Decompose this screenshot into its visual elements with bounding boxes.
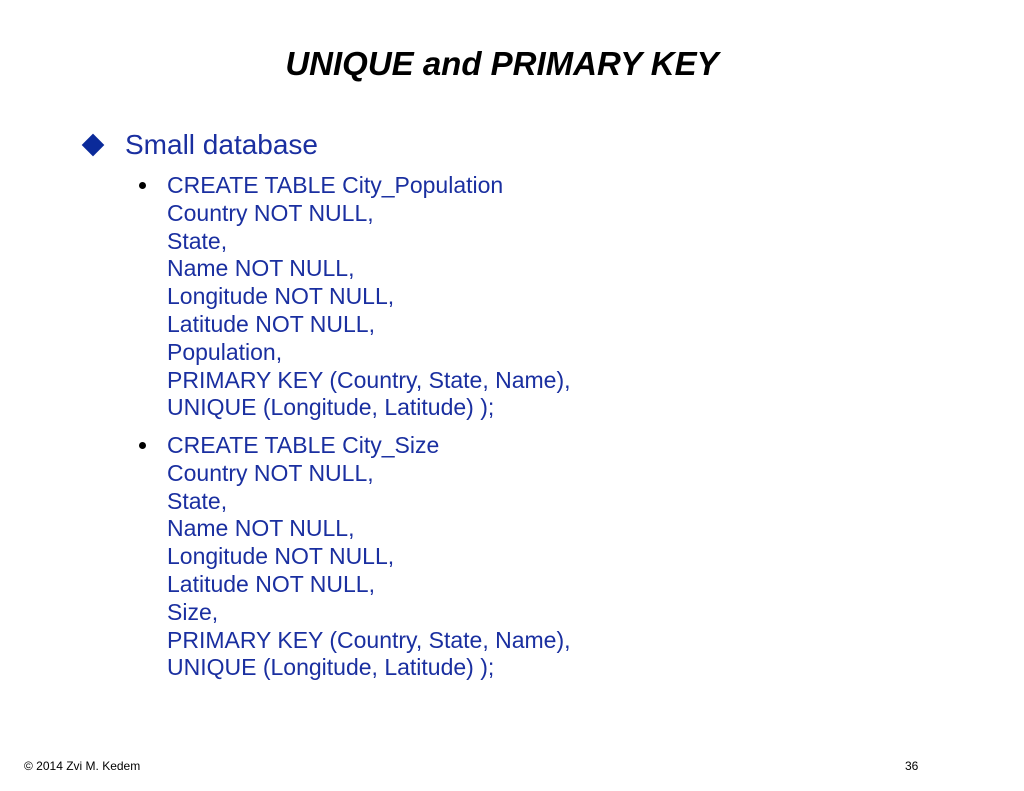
- sql-line: Name NOT NULL,: [167, 515, 355, 542]
- sql-line: Name NOT NULL,: [167, 255, 355, 282]
- sql-line: Longitude NOT NULL,: [167, 543, 395, 570]
- sql-line: Longitude NOT NULL,: [167, 283, 395, 310]
- sql-line: Latitude NOT NULL,: [167, 570, 375, 597]
- sql-line: UNIQUE (Longitude, Latitude) );: [167, 654, 495, 681]
- sql-line: CREATE TABLE City_Size: [167, 432, 440, 458]
- sql-line: Size,: [167, 598, 219, 625]
- diamond-bullet-icon: [82, 134, 105, 157]
- sql-line: Latitude NOT NULL,: [167, 310, 375, 337]
- sql-statement: [167, 432, 571, 682]
- bullet-small-database: [82, 128, 318, 162]
- footer-copyright: © 2014 Zvi M. Kedem: [24, 759, 141, 773]
- sql-line: State,: [167, 227, 228, 254]
- bullet-label: Small database: [125, 129, 319, 160]
- sql-line: UNIQUE (Longitude, Latitude) );: [167, 394, 495, 421]
- slide-title: UNIQUE and PRIMARY KEY: [285, 45, 719, 82]
- footer-page-number: 36: [905, 759, 919, 773]
- sql-line: State,: [167, 487, 228, 514]
- sql-line: PRIMARY KEY (Country, State, Name),: [167, 626, 571, 653]
- sql-line: PRIMARY KEY (Country, State, Name),: [167, 366, 571, 393]
- sql-line: Country NOT NULL,: [167, 459, 374, 486]
- round-bullet-icon: [139, 442, 146, 449]
- sql-statement: [167, 172, 571, 422]
- sql-line: CREATE TABLE City_Population: [167, 172, 504, 198]
- round-bullet-icon: [139, 182, 146, 189]
- sql-line: Population,: [167, 338, 283, 365]
- sql-line: Country NOT NULL,: [167, 199, 374, 226]
